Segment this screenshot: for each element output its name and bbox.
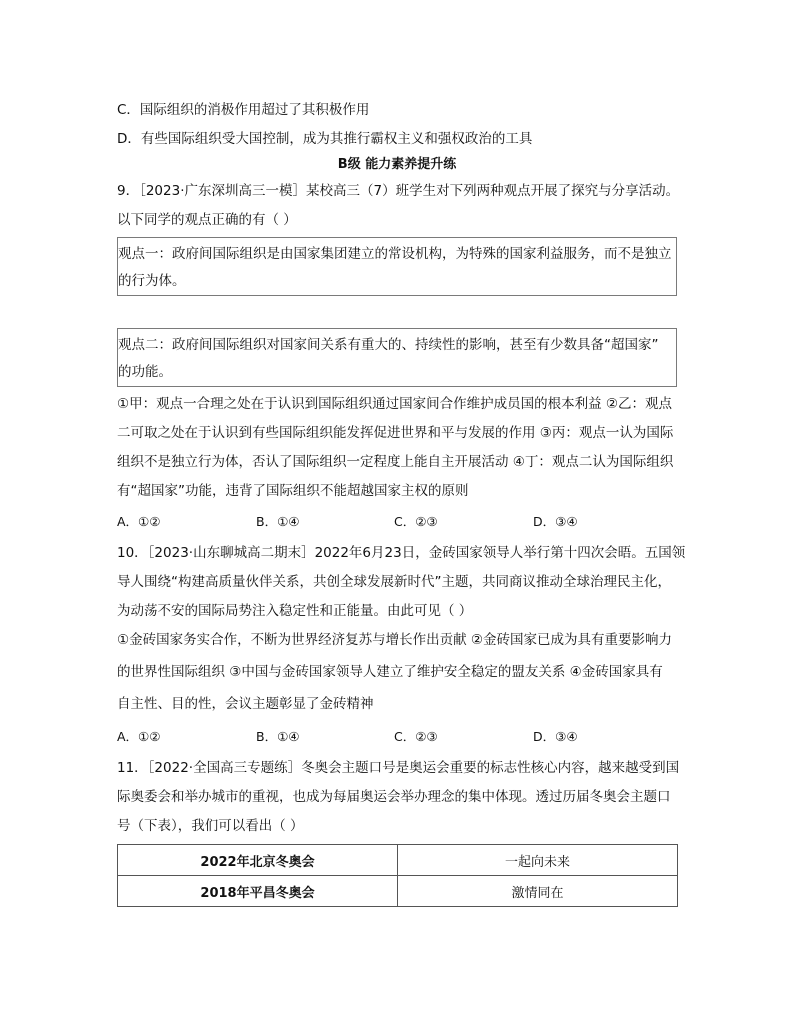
- q9-option-a[interactable]: A．①②: [117, 514, 161, 529]
- q9-option-d[interactable]: D．③④: [533, 514, 578, 529]
- q10-option-d[interactable]: D．③④: [533, 729, 578, 744]
- q9-statement-line1: ①甲：观点一合理之处在于认识到国际组织通过国家间合作维护成员国的根本利益 ②乙：观点: [117, 396, 672, 412]
- option-c-prev: C．国际组织的消极作用超过了其积极作用: [117, 102, 370, 118]
- q11-stem-line3: 号（下表），我们可以看出（ ）: [117, 818, 304, 834]
- q10-statement-line2: 的世界性国际组织 ③中国与金砖国家领导人建立了维护安全稳定的盟友关系 ④金砖国家具有: [117, 664, 663, 680]
- q9-view1-box: [117, 237, 677, 296]
- q9-option-b[interactable]: B．①④: [256, 514, 300, 529]
- q9-stem-line2: 以下同学的观点正确的有（ ）: [117, 212, 297, 228]
- q9-statement-line2: 二可取之处在于认识到有些国际组织能发挥促进世界和平与发展的作用 ③丙：观点一认为国际: [117, 425, 674, 441]
- section-heading: B级 能力素养提升练: [337, 157, 457, 172]
- q10-stem-line3: 为动荡不安的国际局势注入稳定性和正能量。由此可见（ ）: [117, 603, 473, 619]
- q10-stem-line1: 10．［2023·山东聊城高二期末］2022年6月23日，金砖国家领导人举行第十四次会晤。五国领: [117, 545, 686, 561]
- q9-view2-box: [117, 328, 677, 387]
- q10-option-a[interactable]: A．①②: [117, 729, 161, 744]
- q10-statement-line1: ①金砖国家务实合作，不断为世界经济复苏与增长作出贡献 ②金砖国家已成为具有重要影响力: [117, 632, 672, 648]
- option-d-prev: D．有些国际组织受大国控制，成为其推行霸权主义和强权政治的工具: [117, 131, 533, 147]
- table-row: [118, 845, 678, 876]
- q10-option-b[interactable]: B．①④: [256, 729, 300, 744]
- q10-option-c[interactable]: C．②③: [394, 729, 438, 744]
- q11-stem-line2: 际奥委会和举办城市的重视，也成为每届奥运会举办理念的集中体现。透过历届冬奥会主题口: [117, 789, 671, 805]
- table-cell-slogan: 一起向未来: [398, 845, 678, 876]
- q9-view1-line1: 观点一：政府间国际组织是由国家集团建立的常设机构，为特殊的国家利益服务，而不是独立: [118, 246, 672, 262]
- table-cell-event: 2022年北京冬奥会: [118, 845, 398, 876]
- q9-stem-line1: 9．［2023·广东深圳高三一模］某校高三（7）班学生对下列两种观点开展了探究与分享活动。: [117, 183, 680, 199]
- table-row: [118, 876, 678, 907]
- q10-statement-line3: 自主性、目的性，会议主题彰显了金砖精神: [117, 696, 374, 712]
- q9-view2-line1: 观点二：政府间国际组织对国家间关系有重大的、持续性的影响，甚至有少数具备“超国家”: [118, 337, 659, 353]
- q10-stem-line2: 导人围绕“构建高质量伙伴关系，共创全球发展新时代”主题，共同商议推动全球治理民主化，: [117, 574, 671, 590]
- q9-view1-line2: 的行为体。: [118, 273, 186, 289]
- q9-statement-line3: 组织不是独立行为体，否认了国际组织一定程度上能自主开展活动 ④丁：观点二认为国际组织: [117, 454, 674, 470]
- table-cell-event: 2018年平昌冬奥会: [118, 876, 398, 907]
- q9-option-c[interactable]: C．②③: [394, 514, 438, 529]
- q9-view2-line2: 的功能。: [118, 364, 172, 380]
- table-cell-slogan: 激情同在: [398, 876, 678, 907]
- q9-statement-line4: 有“超国家”功能，违背了国际组织不能超越国家主权的原则: [117, 483, 469, 499]
- winter-olympics-slogan-table: [117, 844, 678, 907]
- q11-stem-line1: 11．［2022·全国高三专题练］冬奥会主题口号是奥运会重要的标志性核心内容，越来越受到国: [117, 760, 680, 776]
